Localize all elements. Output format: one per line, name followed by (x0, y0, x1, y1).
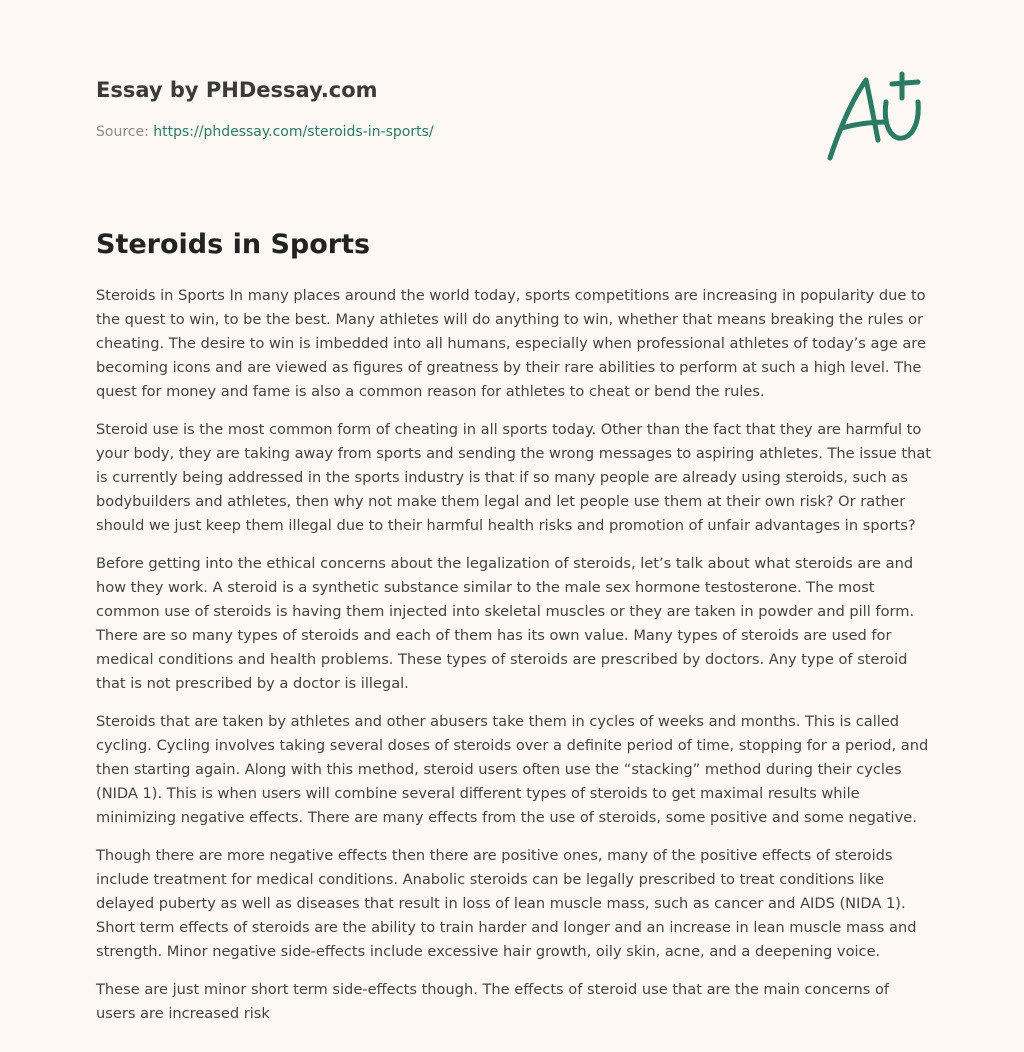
essay-body (96, 284, 932, 1040)
essay-title: Steroids in Sports (96, 229, 371, 260)
essay-paragraph: Steroids in Sports In many places around the world today, sports competitions are increasing in popularity due to the quest to win, to be the best. Many athletes will do anything to win, whether that means breaking the rules or cheating. The desire to win is imbedded into all humans, especially when professional athletes of today’s age are becoming icons and are viewed as figures of greatness by their rare abilities to perform at such a high level. The quest for money and fame is also a common reason for athletes to cheat or bend the rules. (96, 287, 926, 400)
a-plus-grade-icon (822, 68, 930, 164)
essay-paragraph: These are just minor short term side-effects though. The effects of steroid use that are the main concerns of users are increased risk (96, 981, 890, 1022)
brand-title: Essay by PHDessay.com (96, 78, 378, 102)
page-header (96, 76, 928, 140)
essay-paragraph: Steroids that are taken by athletes and other abusers take them in cycles of weeks and months. This is called cycling. Cycling involves taking several doses of steroids over a definite period of time, stopping for a period, and then starting again. Along with this method, steroid users often use the “stacking” method during their cycles (NIDA 1). This is when users will combine several different types of steroids to get maximal results while minimizing negative effects. There are many effects from the use of steroids, some positive and some negative. (96, 713, 929, 826)
essay-paragraph: Steroid use is the most common form of cheating in all sports today. Other than the fact that they are harmful to your body, they are taking away from sports and sending the wrong messages to aspiring athletes. The issue that is currently being addressed in the sports industry is that if so many people are already using steroids, such as bodybuilders and athletes, then why not make them legal and let people use them at their own risk? Or rather should we just keep them illegal due to their harmful health risks and promotion of unfair advantages in sports? (96, 421, 932, 534)
essay-paragraph: Though there are more negative effects then there are positive ones, many of the positive effects of steroids include treatment for medical conditions. Anabolic steroids can be legally prescribed to treat conditions like delayed puberty as well as diseases that result in loss of lean muscle mass, such as cancer and AIDS (NIDA 1). Short term effects of steroids are the ability to train harder and longer and an increase in lean muscle mass and strength. Minor negative side-effects include excessive hair growth, oily skin, acne, and a deepening voice. (96, 847, 917, 960)
source-line (96, 124, 434, 140)
essay-paragraph: Before getting into the ethical concerns about the legalization of steroids, let’s talk about what steroids are and how they work. A steroid is a synthetic substance similar to the male sex hormone testosterone. The most common use of steroids is having them injected into skeletal muscles or they are taken in powder and pill form. There are so many types of steroids and each of them has its own value. Many types of steroids are used for medical conditions and health problems. These types of steroids are prescribed by doctors. Any type of steroid that is not prescribed by a doctor is illegal. (96, 555, 915, 692)
source-label: Source: (96, 124, 149, 140)
source-link[interactable]: https://phdessay.com/steroids-in-sports/ (153, 124, 434, 140)
